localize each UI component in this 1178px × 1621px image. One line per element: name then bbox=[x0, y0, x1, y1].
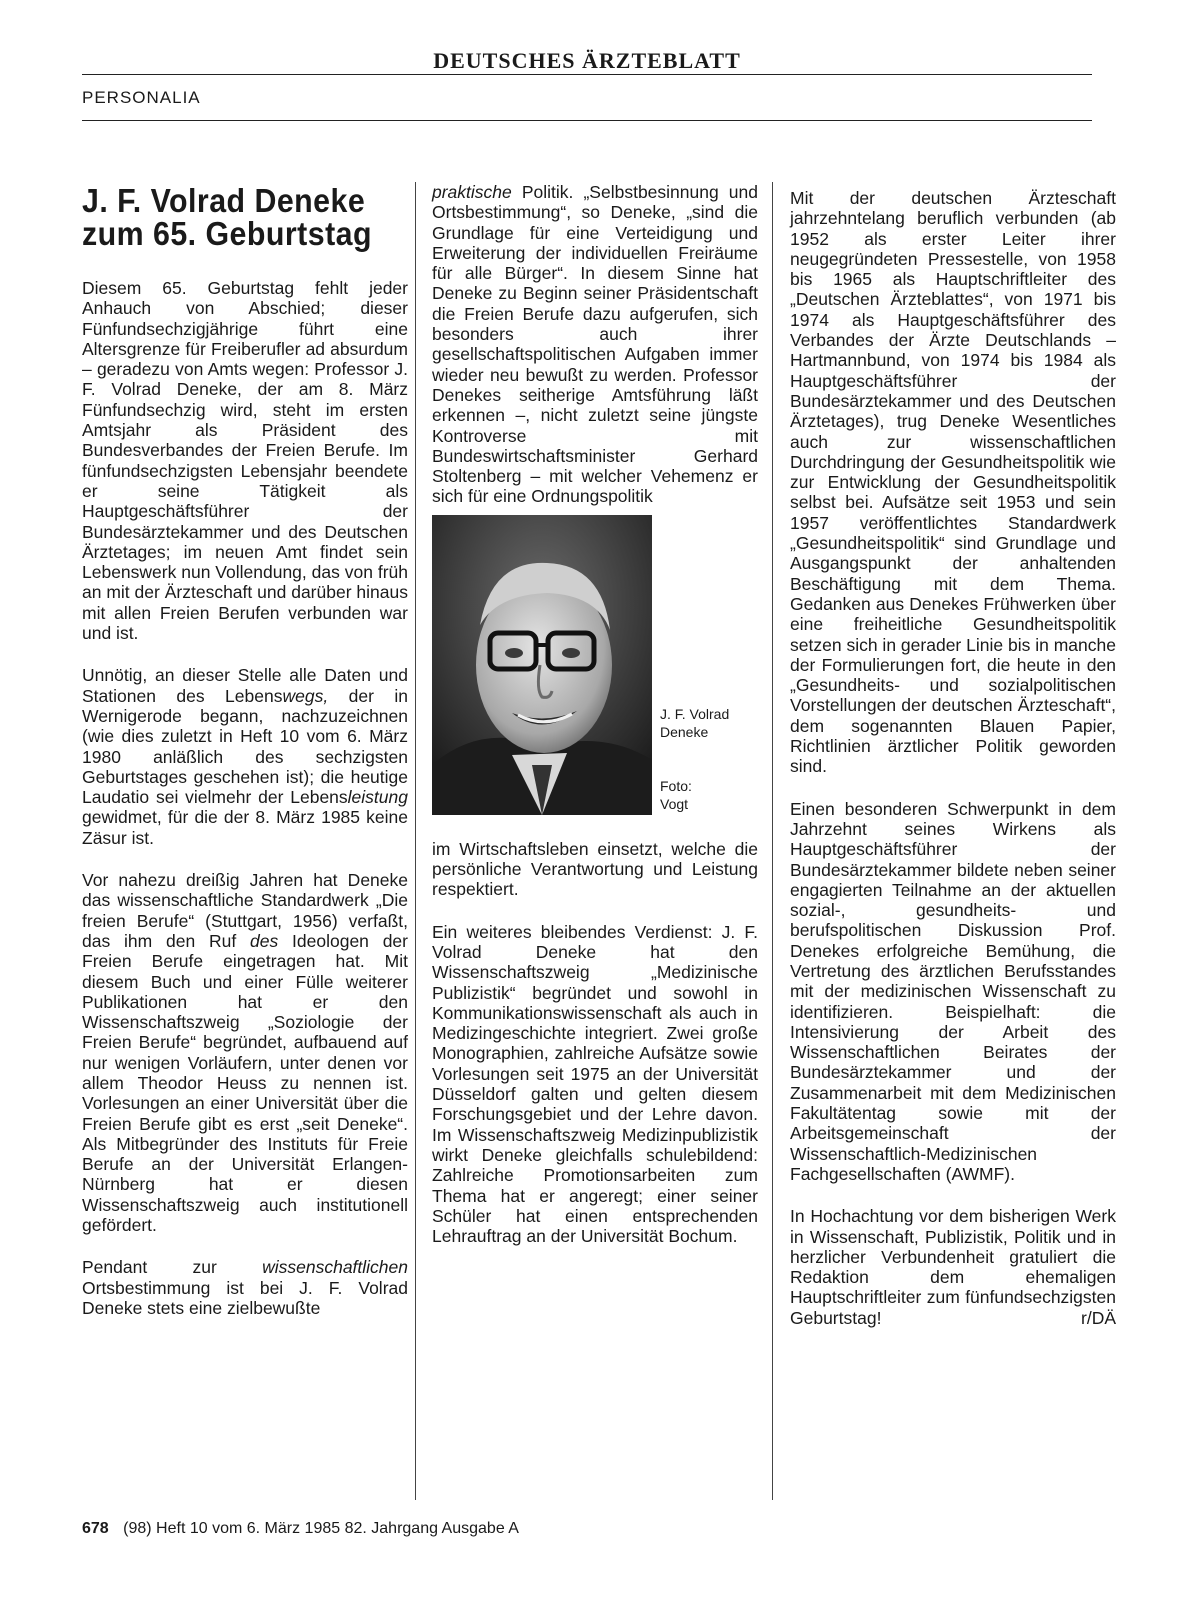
emphasis: leistung bbox=[347, 787, 408, 808]
header-rule-bottom bbox=[82, 120, 1092, 121]
masthead: DEUTSCHES ÄRZTEBLATT bbox=[433, 48, 741, 73]
paragraph-5-continued: im Wirtschaftsleben einsetzt, welche die persönliche Verantwortung und Leistung respektiert. bbox=[432, 838, 758, 900]
paragraph-3: Vor nahezu dreißig Jahren hat Deneke das wissenschaftliche Standardwerk „Die freien Berufe“ (Stuttgart, 1956) verfaßt, das ihm den Ruf des Ideologen der Freien Berufe eingetragen hat. Mit diesem Buch und einer Fülle weiterer Publikationen hat er den Wissenschaftszweig „Soziologie der Freien Berufe“ begründet, aufbauend auf nur wenigen Vorläufern, unter denen vor allem Theodor Heuss zu nennen ist. Vorlesungen an einer Universität über die Freien Berufe gibt es erst „seit Deneke“. Als Mitbegründer des Instituts für Freie Berufe an der Universität Erlangen-Nürnberg hat er diesen Wissenschaftszweig auch institutionell gefördert. bbox=[82, 870, 408, 1236]
portrait-photo bbox=[432, 515, 652, 815]
column-1 bbox=[82, 182, 408, 1340]
title-line-1: J. F. Volrad Deneke bbox=[82, 182, 366, 219]
paragraph-4: Pendant zur wissenschaftlichen Ortsbestimmung ist bei J. F. Volrad Deneke stets eine zielbewußte bbox=[82, 1257, 408, 1318]
column-divider-2 bbox=[772, 182, 773, 1500]
paragraph-1: Diesem 65. Geburtstag fehlt jeder Anhauch von Abschied; dieser Fünfundsechzigjährige führt eine Altersgrenze für Freiberufler ad absurdum – geradezu von Amts wegen: Professor J. F. Volrad Deneke, der am 8. März Fünfundsechzig wird, steht im ersten Amtsjahr als Präsident des Bundesverbandes der Freien Berufe. Im fünfundsechzigsten Lebensjahr beendete er seine Tätigkeit als Hauptgeschäftsführer der Bundesärztekammer und des Deutschen Ärztetages; im neuen Amt findet sein Lebenswerk nun Vollendung, das von früh an mit der Ärzteschaft und darüber hinaus mit allen Freien Berufen verbunden war und ist. bbox=[82, 278, 408, 644]
paragraph-7: Mit der deutschen Ärzteschaft jahrzehntelang beruflich verbunden (ab 1952 als erster Leiter ihrer neugegründeten Pressestelle, von 1958 bis 1965 als Hauptschriftleiter des „Deutschen Ärzteblattes“, von 1971 bis 1974 als Hauptgeschäftsführer des Verbandes der Ärzte Deutschlands – Hartmannbund, von 1974 bis 1984 als Hauptgeschäftsführer der Bundesärztekammer und des Deutschen Ärztetages), trug Deneke Wesentliches auch zur wissenschaftlichen Durchdringung der Gesundheitspolitik wie zur Entwicklung der Gesundheitspolitik selbst bei. Aufsätze seit 1953 und sein 1957 veröffentlichtes Standardwerk „Gesundheitspolitik“ sind Grundlage und Ausgangspunkt der anhaltenden Beschäftigung mit dem Thema. Gedanken aus Denekes Frühwerken über eine freiheitliche Gesundheitspolitik setzen sich in gerader Linie bis in manche der Formulierungen fort, die heute in den „Gesundheits- und sozialpolitischen Vorstellungen der deutschen Ärzteschaft“, dem sogenannten Blauen Papier, Richtlinien ärztlicher Politik geworden sind. bbox=[790, 188, 1116, 777]
emphasis: praktische bbox=[432, 182, 512, 202]
column-2 bbox=[432, 182, 758, 1268]
article-title bbox=[82, 184, 382, 250]
section-label: PERSONALIA bbox=[82, 88, 201, 107]
column-divider-1 bbox=[415, 182, 416, 1500]
signature: r/DÄ bbox=[1081, 1307, 1116, 1328]
column-3 bbox=[790, 188, 1116, 1350]
portrait-illustration bbox=[432, 515, 652, 815]
header-rule-top bbox=[82, 74, 1092, 75]
paragraph-6: Ein weiteres bleibendes Verdienst: J. F. Volrad Deneke hat den Wissenschaftszweig „Medizinische Publizistik“ begründet und sowohl in Kommunikationswissenschaft als auch in Medizingeschichte integriert. Zwei große Monographien, zahlreiche Aufsätze sowie Vorlesungen seit 1975 an der Universität Düsseldorf galten und gelten diesem Forschungsgebiet und der Lehre davon. Im Wissenschaftszweig Medizinpublizistik wirkt Deneke gleichfalls schulebildend: Zahlreiche Promotionsarbeiten zum Thema hat er angeregt; einer seiner Schüler hat einen entsprechenden Lehrauftrag an der Universität Bochum. bbox=[432, 921, 758, 1247]
emphasis: wissenschaftlichen bbox=[262, 1257, 408, 1278]
photo-caption: J. F. Volrad Deneke bbox=[660, 705, 730, 740]
paragraph-2: Unnötig, an dieser Stelle alle Daten und Stationen des Lebenswegs, der in Wernigerode begann, nachzuzeichnen (wie dies zuletzt in Heft 10 vom 6. März 1980 anläßlich des sechzigsten Geburtstages geschehen ist); die heutige Laudatio sei vielmehr der Lebensleistung gewidmet, für die der 8. März 1985 keine Zäsur ist. bbox=[82, 665, 408, 848]
photo-credit: Foto: Vogt bbox=[660, 777, 692, 812]
paragraph-5: praktische Politik. „Selbstbesinnung und Ortsbestimmung“, so Deneke, „sind die Grundlage für eine Verteidigung und Erweiterung der individuellen Freiräume für alle Bürger“. In diesem Sinne hat Deneke zu Beginn seiner Präsidentschaft die Freien Berufe dazu aufgerufen, sich besonders auch ihrer gesellschaftspolitischen Aufgaben immer wieder neu bewußt zu werden. Professor Denekes seitherige Amtsführung läßt erkennen –, nicht zuletzt seine jüngste Kontroverse mit Bundeswirtschaftsminister Gerhard Stoltenberg – mit welcher Vehemenz er sich für eine Ordnungspolitik bbox=[432, 182, 758, 507]
paragraph-8: Einen besonderen Schwerpunkt in dem Jahrzehnt seines Wirkens als Hauptgeschäftsführer der Bundesärztekammer bildete neben seiner engagierten Teilnahme an der aktuellen sozial-, gesundheits- und berufspolitischen Diskussion Prof. Denekes erfolgreiche Bemühung, die Vertretung des ärztlichen Berufsstandes mit der medizinischen Wissenschaft zu identifizieren. Beispielhaft: die Intensivierung der Arbeit des Wissenschaftlichen Beirates der Bundesärztekammer und der Zusammenarbeit mit dem Medizinischen Fakultätentag sowie mit der Arbeitsgemeinschaft der Wissenschaftlich-Medizinischen Fachgesellschaften (AWMF). bbox=[790, 798, 1116, 1184]
page-number: 678 bbox=[82, 1520, 109, 1537]
emphasis: wegs, bbox=[282, 685, 329, 706]
portrait-figure bbox=[432, 515, 758, 825]
issue-info: (98) Heft 10 vom 6. März 1985 82. Jahrgang Ausgabe A bbox=[123, 1520, 519, 1537]
emphasis: des bbox=[250, 930, 279, 951]
page-footer bbox=[82, 1520, 519, 1538]
paragraph-9: In Hochachtung vor dem bisherigen Werk in Wissenschaft, Publizistik, Politik und in herzlicher Verbundenheit gratuliert die Redaktion dem ehemaligen Hauptschriftleiter zum fünfundsechzigsten Geburtstag! r/DÄ bbox=[790, 1206, 1116, 1328]
title-line-2: zum 65. Geburtstag bbox=[82, 215, 373, 252]
